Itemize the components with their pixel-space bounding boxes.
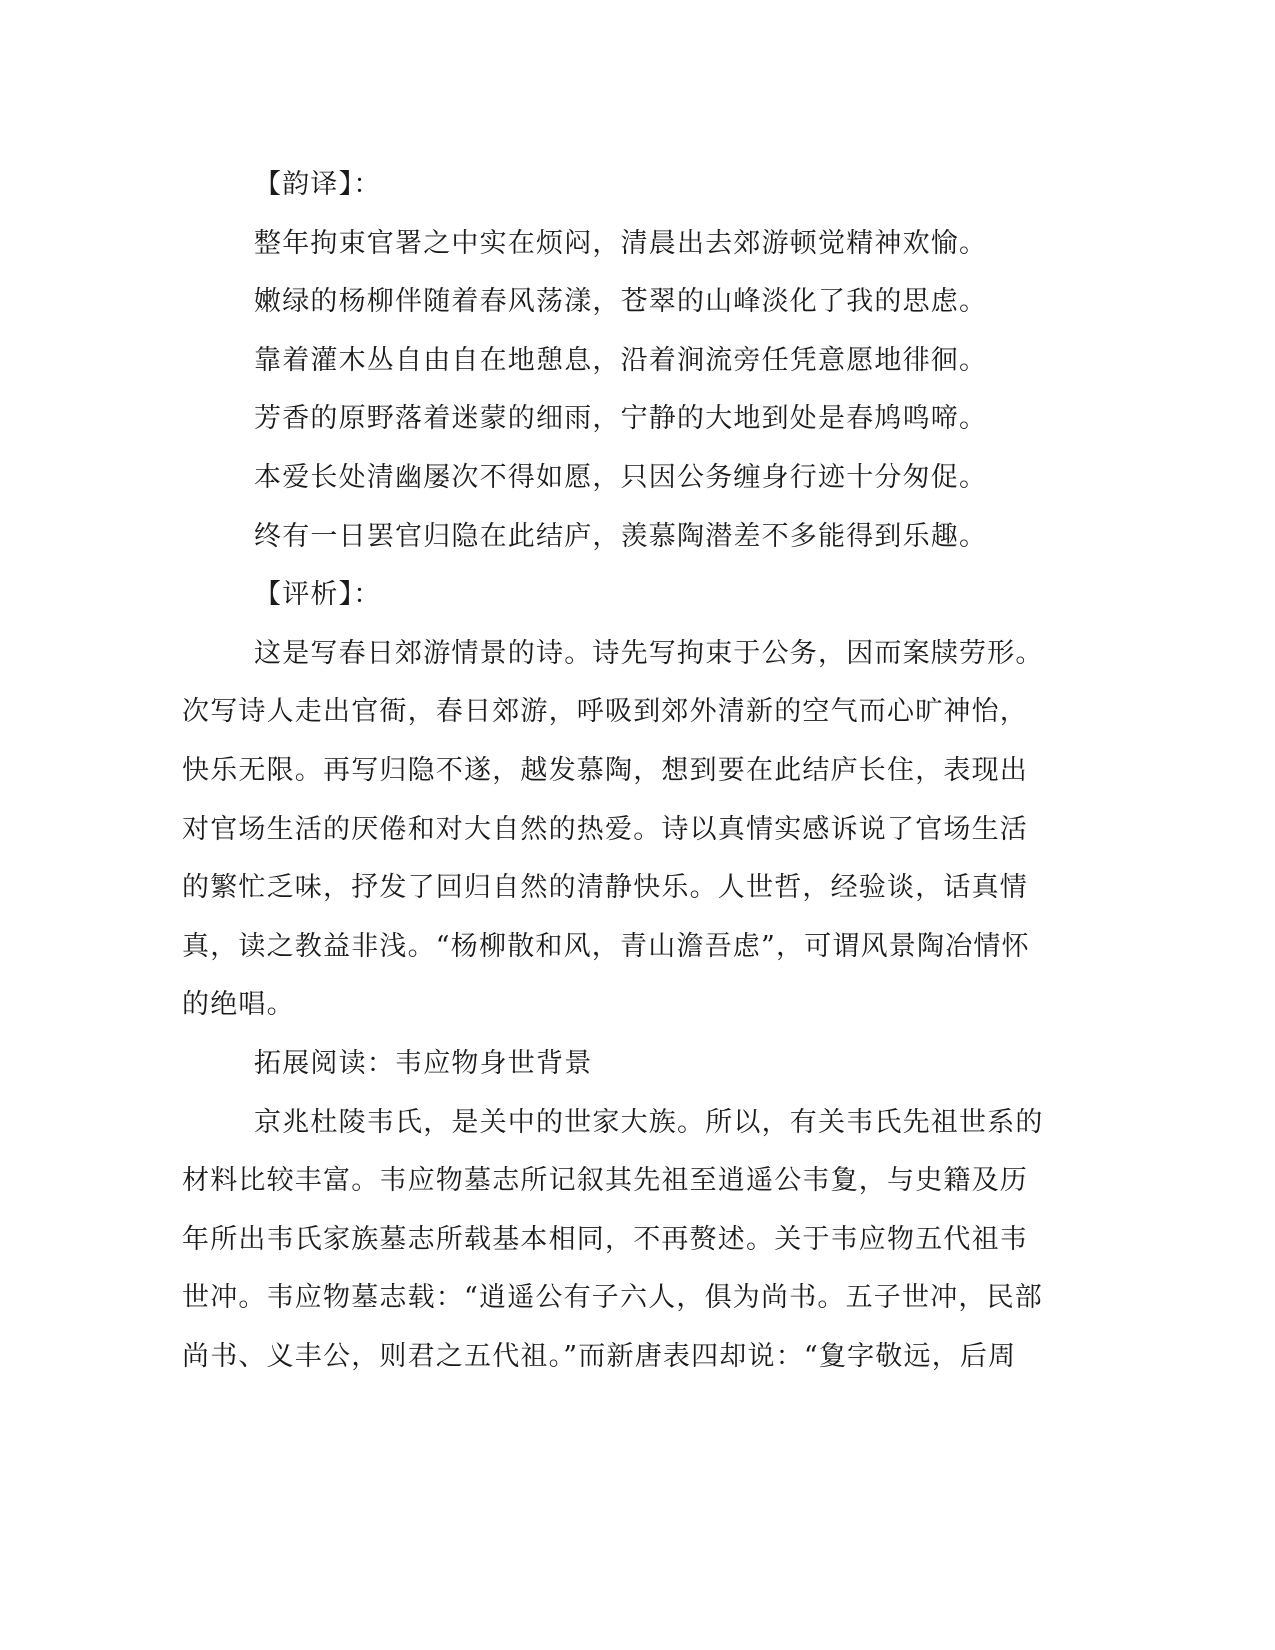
analysis-line: 次写诗人走出官衙，春日郊游，呼吸到郊外清新的空气而心旷神怡， [182,696,1028,728]
translation-line: 本爱长处清幽屡次不得如愿，只因公务缠身行迹十分匆促。 [254,461,988,493]
analysis-line: 快乐无限。再写归隐不遂，越发慕陶，想到要在此结庐长住，表现出 [182,754,1028,786]
translation-line: 终有一日罢官归隐在此结庐，羡慕陶潜差不多能得到乐趣。 [254,520,988,552]
analysis-line: 的繁忙乏味，抒发了回归自然的清静快乐。人世哲，经验谈，话真情 [182,872,1028,904]
translation-line: 嫩绿的杨柳伴随着春风荡漾，苍翠的山峰淡化了我的思虑。 [254,286,988,318]
translation-line: 整年拘束官署之中实在烦闷，清晨出去郊游顿觉精神欢愉。 [254,227,988,259]
extended-line: 材料比较丰富。韦应物墓志所记叙其先祖至逍遥公韦夐，与史籍及历 [182,1165,1028,1197]
analysis-line: 的绝唱。 [182,989,295,1021]
analysis-line: 对官场生活的厌倦和对大自然的热爱。诗以真情实感诉说了官场生活 [182,813,1028,845]
document-body [182,156,1062,1386]
analysis-heading: 【评析】： [254,579,382,611]
translation-heading: 【韵译】： [254,169,382,200]
extended-line: 世冲。韦应物墓志载：“逍遥公有子六人，俱为尚书。五子世冲，民部 [182,1282,1044,1314]
extended-line: 年所出韦氏家族墓志所载基本相同，不再赘述。关于韦应物五代祖韦 [182,1223,1028,1255]
analysis-line: 这是写春日郊游情景的诗。诗先写拘束于公务，因而案牍劳形。 [254,637,1044,669]
translation-line: 靠着灌木丛自由自在地憩息，沿着涧流旁任凭意愿地徘徊。 [254,344,988,376]
extended-line: 京兆杜陵韦氏，是关中的世家大族。所以，有关韦氏先祖世系的 [254,1106,1044,1138]
analysis-line: 真，读之教益非浅。“杨柳散和风，青山澹吾虑”，可谓风景陶冶情怀 [182,930,1030,962]
extended-reading-heading: 拓展阅读：韦应物身世背景 [254,1047,593,1079]
extended-line: 尚书、义丰公，则君之五代祖。”而新唐表四却说：“夐字敬远，后周 [182,1340,1017,1372]
translation-line: 芳香的原野落着迷蒙的细雨，宁静的大地到处是春鸠鸣啼。 [254,403,988,435]
